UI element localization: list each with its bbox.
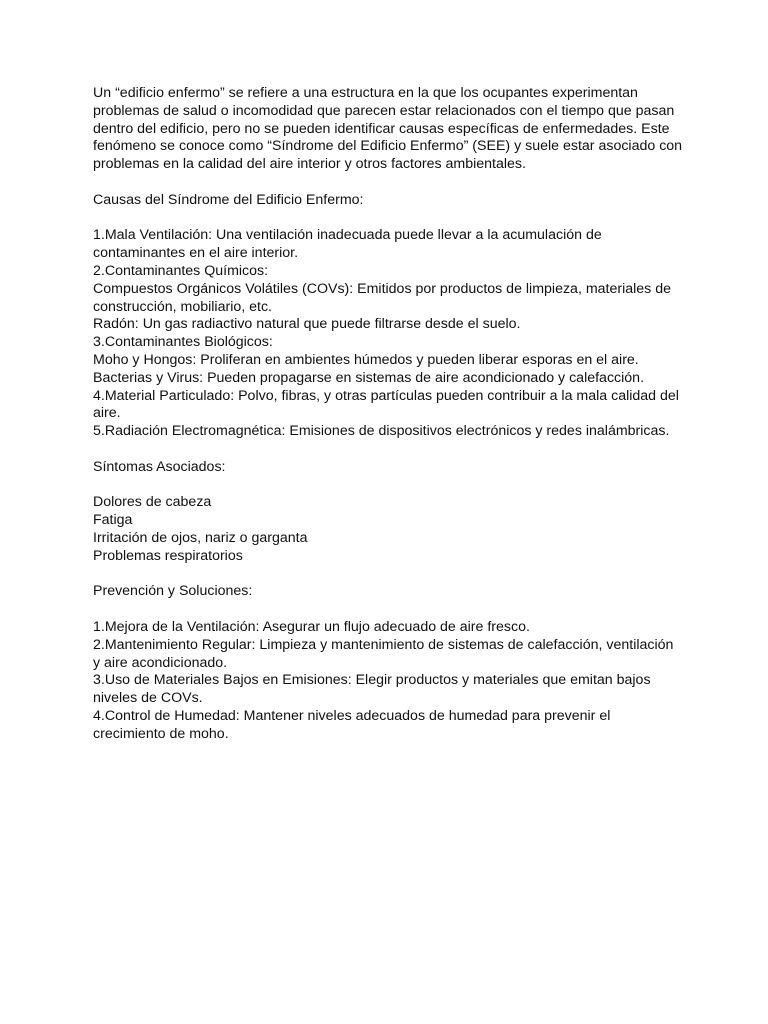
prevention-item: 3.Uso de Materiales Bajos en Emisiones: Elegir productos y materiales que emitan bajos niveles de COVs. — [93, 672, 651, 707]
prevention-item: 2.Mantenimiento Regular: Limpieza y mantenimiento de sistemas de calefacción, ventilación y aire acondicionado. — [93, 636, 674, 671]
spacer — [93, 210, 683, 228]
cause-item: Bacterias y Virus: Pueden propagarse en sistemas de aire acondicionado y calefacción. — [93, 369, 645, 386]
document-body — [93, 85, 683, 743]
cause-item: Moho y Hongos: Proliferan en ambientes húmedos y pueden liberar esporas en el aire. — [93, 351, 639, 368]
cause-item: 3.Contaminantes Biológicos: — [93, 334, 273, 351]
cause-item: 2.Contaminantes Químicos: — [93, 262, 269, 279]
spacer — [93, 174, 683, 192]
symptom-item: Irritación de ojos, nariz o garganta — [93, 529, 308, 546]
cause-item: Radón: Un gas radiactivo natural que puede filtrarse desde el suelo. — [93, 316, 521, 333]
cause-item: Compuestos Orgánicos Volátiles (COVs): Emitidos por productos de limpieza, materiales de construcción, mobiliario, etc. — [93, 280, 671, 315]
symptom-item: Dolores de cabeza — [93, 494, 212, 511]
symptoms-heading: Síntomas Asociados: — [93, 458, 226, 475]
cause-item: 4.Material Particulado: Polvo, fibras, y otras partículas pueden contribuir a la mala calidad del aire. — [93, 387, 679, 422]
symptom-item: Problemas respiratorios — [93, 547, 243, 564]
symptom-item: Fatiga — [93, 512, 133, 529]
spacer — [93, 566, 683, 584]
cause-item: 1.Mala Ventilación: Una ventilación inadecuada puede llevar a la acumulación de contaminantes en el aire interior. — [93, 227, 602, 262]
cause-item: 5.Radiación Electromagnética: Emisiones de dispositivos electrónicos y redes inalámbricas. — [93, 423, 670, 440]
prevention-item: 1.Mejora de la Ventilación: Asegurar un flujo adecuado de aire fresco. — [93, 618, 530, 635]
causes-heading: Causas del Síndrome del Edificio Enfermo: — [93, 191, 364, 208]
prevention-heading: Prevención y Soluciones: — [93, 583, 253, 600]
intro-paragraph: Un “edificio enfermo” se refiere a una estructura en la que los ocupantes experimentan problemas de salud o incomodidad que parecen estar relacionados con el tiempo que pasan dentro del edificio, pero no se pueden identificar causas específicas de enfermedades. Este fenómeno se conoce como “Síndrome del Edificio Enfermo” (SEE) y suele estar asociado con problemas en la calidad del aire interior y otros factores ambientales. — [93, 85, 683, 173]
spacer — [93, 441, 683, 459]
spacer — [93, 477, 683, 495]
prevention-item: 4.Control de Humedad: Mantener niveles adecuados de humedad para prevenir el crecimiento de moho. — [93, 707, 611, 742]
spacer — [93, 601, 683, 619]
